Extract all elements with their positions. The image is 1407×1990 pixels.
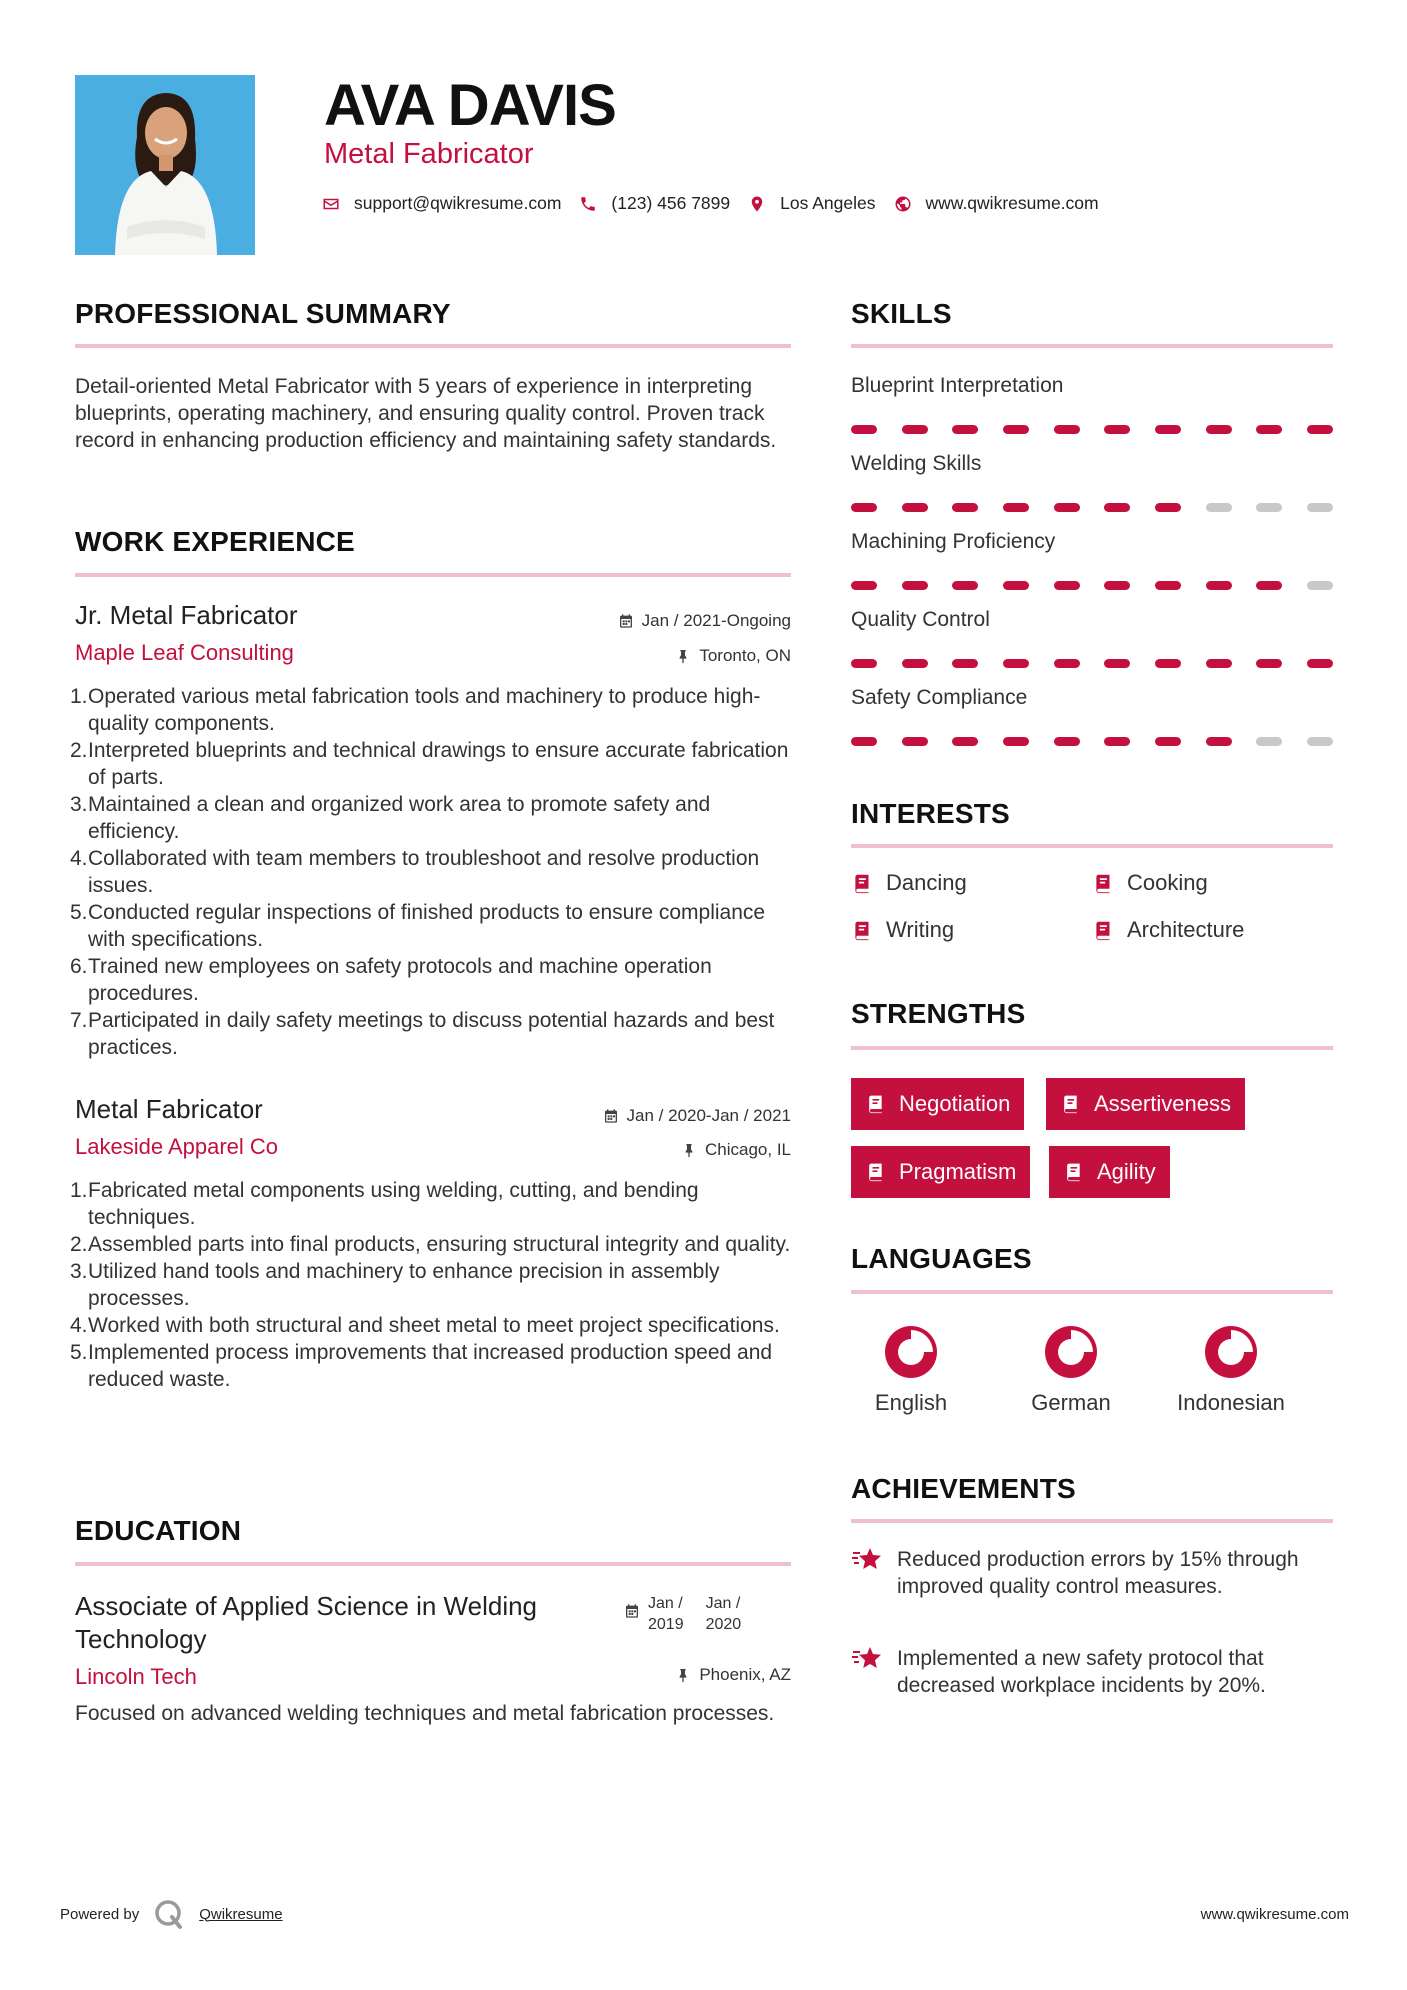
achievement-text: Reduced production errors by 15% through improved quality control measures.: [897, 1548, 1299, 1598]
education-divider: [75, 1562, 791, 1566]
pushpin-icon: [675, 648, 691, 664]
end-year: 2020: [705, 1616, 742, 1633]
job-dates: [618, 611, 791, 631]
strength-tag: [851, 1078, 1024, 1130]
strength-label: Agility: [1097, 1159, 1156, 1184]
book-icon: [1063, 1162, 1083, 1182]
interest-item: [1092, 870, 1208, 896]
job-location: [681, 1140, 791, 1160]
skill-segment-filled: [851, 659, 877, 668]
star-icon: [851, 1644, 883, 1672]
start-year: 2019: [648, 1616, 684, 1633]
education-location: [675, 1665, 791, 1685]
skill-segment-filled: [1104, 503, 1130, 512]
achievement-item: [851, 1546, 1333, 1600]
language-item: [1161, 1322, 1301, 1416]
skill-segment-filled: [1256, 659, 1282, 668]
language-ring-icon: [1201, 1322, 1261, 1382]
skill-segment-filled: [851, 737, 877, 746]
skill-segment-filled: [952, 737, 978, 746]
candidate-name: AVA DAVIS: [324, 73, 616, 138]
skill-name: Welding Skills: [851, 452, 982, 475]
calendar-icon: [603, 1108, 619, 1124]
skill-segment-filled: [902, 581, 928, 590]
strength-label: Pragmatism: [899, 1159, 1017, 1184]
skill-segment-filled: [952, 581, 978, 590]
skill-segment-filled: [1054, 659, 1080, 668]
skill-segment-filled: [1054, 503, 1080, 512]
language-label: Indonesian: [1177, 1390, 1285, 1415]
skill-segment-empty: [1206, 503, 1232, 512]
skill-rating-bar: [851, 503, 1333, 512]
list-item: 7. Participated in daily safety meetings to discuss potential hazards and best practices.: [70, 1009, 775, 1059]
skill-segment-filled: [1104, 581, 1130, 590]
footer-powered-by: [60, 1898, 283, 1930]
map-pin-icon: [748, 195, 766, 213]
list-item: 5. Conducted regular inspections of finished products to ensure compliance with specifications.: [70, 901, 766, 951]
skill-segment-filled: [1206, 659, 1232, 668]
qwikresume-logo-icon: [153, 1898, 185, 1930]
skill-segment-filled: [1307, 659, 1333, 668]
contact-website[interactable]: [894, 193, 1099, 214]
languages-heading: LANGUAGES: [851, 1243, 1032, 1274]
book-icon: [1092, 920, 1113, 941]
language-ring-icon: [1041, 1322, 1101, 1382]
pushpin-icon: [681, 1142, 697, 1158]
envelope-icon: [322, 195, 340, 213]
skill-segment-filled: [902, 503, 928, 512]
job-company: Lakeside Apparel Co: [75, 1134, 279, 1159]
strengths-divider: [851, 1046, 1333, 1050]
list-item: 2. Assembled parts into final products, ensuring structural integrity and quality.: [70, 1233, 791, 1256]
list-item: 2. Interpreted blueprints and technical drawings to ensure accurate fabrication of parts.: [70, 739, 789, 789]
language-label: German: [1031, 1390, 1111, 1415]
skill-segment-filled: [1155, 503, 1181, 512]
interests-divider: [851, 844, 1333, 848]
list-item: 3. Utilized hand tools and machinery to enhance precision in assembly processes.: [70, 1260, 720, 1310]
skill-segment-empty: [1307, 737, 1333, 746]
education-location-text: Phoenix, AZ: [699, 1665, 791, 1684]
skill-segment-filled: [1003, 503, 1029, 512]
calendar-icon: [624, 1603, 640, 1619]
skill-segment-empty: [1307, 581, 1333, 590]
skill-segment-filled: [1307, 425, 1333, 434]
degree-line-2: Technology: [75, 1624, 207, 1654]
skill-segment-filled: [1054, 737, 1080, 746]
skill-segment-filled: [1104, 737, 1130, 746]
skill-segment-empty: [1256, 737, 1282, 746]
summary-heading: PROFESSIONAL SUMMARY: [75, 298, 451, 329]
skill-segment-filled: [902, 425, 928, 434]
skill-rating-bar: [851, 659, 1333, 668]
skill-segment-filled: [952, 659, 978, 668]
book-icon: [865, 1094, 885, 1114]
book-icon: [1092, 873, 1113, 894]
star-icon: [851, 1545, 883, 1573]
education-start: [648, 1593, 684, 1635]
summary-text: Detail-oriented Metal Fabricator with 5 years of experience in interpreting blueprints, operating machinery, and ensuring quality control. Proven track record in enhancing production efficiency and maintaining safety standards.: [75, 375, 777, 452]
list-item: 5. Implemented process improvements that increased production speed and reduced waste.: [70, 1341, 773, 1391]
globe-icon: [894, 195, 912, 213]
strength-tag: [851, 1146, 1030, 1198]
achievement-item: [851, 1645, 1333, 1699]
phone-icon: [579, 195, 597, 213]
achievements-divider: [851, 1519, 1333, 1523]
interest-label: Dancing: [886, 870, 967, 895]
phone-text: (123) 456 7899: [611, 193, 731, 213]
powered-by-text: Powered by: [60, 1905, 140, 1923]
skill-segment-filled: [902, 737, 928, 746]
skill-segment-filled: [851, 581, 877, 590]
start-month: Jan /: [648, 1595, 683, 1612]
degree-line-1: Associate of Applied Science in Welding: [75, 1591, 538, 1621]
skill-segment-empty: [1307, 503, 1333, 512]
skill-segment-filled: [1104, 659, 1130, 668]
contact-location: [748, 193, 875, 214]
education-heading: EDUCATION: [75, 1515, 242, 1546]
skill-segment-filled: [1206, 581, 1232, 590]
skill-name: Machining Proficiency: [851, 530, 1056, 553]
interest-item: [851, 870, 967, 896]
interest-item: [851, 917, 954, 943]
book-icon: [851, 920, 872, 941]
skill-segment-filled: [1003, 581, 1029, 590]
interest-label: Cooking: [1127, 870, 1208, 895]
job-location-text: Chicago, IL: [705, 1140, 791, 1159]
skill-segment-filled: [851, 425, 877, 434]
job-bullets: [70, 1177, 794, 1393]
language-ring-icon: [881, 1322, 941, 1382]
skill-segment-filled: [902, 659, 928, 668]
job-location: [675, 646, 791, 666]
school-name: Lincoln Tech: [75, 1664, 197, 1689]
job-dates: [603, 1106, 791, 1126]
language-label: English: [874, 1390, 948, 1415]
job-bullets: [70, 683, 794, 1061]
list-item: 3. Maintained a clean and organized work area to promote safety and efficiency.: [70, 793, 711, 843]
degree-title: [75, 1590, 537, 1656]
languages-divider: [851, 1290, 1333, 1294]
list-item: 4. Worked with both structural and sheet metal to meet project specifications.: [70, 1314, 780, 1337]
experience-heading: WORK EXPERIENCE: [75, 526, 355, 557]
skill-segment-filled: [1054, 425, 1080, 434]
interest-label: Architecture: [1127, 917, 1245, 942]
location-text: Los Angeles: [780, 193, 876, 213]
job-dates-text: Jan / 2020-Jan / 2021: [626, 1106, 791, 1125]
profile-photo: [75, 75, 255, 255]
skills-heading: SKILLS: [851, 298, 952, 329]
job-company: Maple Leaf Consulting: [75, 640, 294, 665]
strength-label: Negotiation: [899, 1091, 1011, 1116]
skill-rating-bar: [851, 581, 1333, 590]
list-item: 6. Trained new employees on safety protocols and machine operation procedures.: [70, 955, 712, 1005]
email-text: support@qwikresume.com: [354, 193, 562, 213]
skill-segment-filled: [1003, 425, 1029, 434]
contact-bar: [322, 193, 1117, 214]
footer-url[interactable]: www.qwikresume.com: [1200, 1906, 1349, 1923]
list-item: 1. Operated various metal fabrication tools and machinery to produce high-quality components.: [70, 685, 761, 735]
candidate-role: Metal Fabricator: [324, 138, 534, 170]
achievements-heading: ACHIEVEMENTS: [851, 1473, 1076, 1504]
pushpin-icon: [675, 1667, 691, 1683]
interest-item: [1092, 917, 1244, 943]
website-text: www.qwikresume.com: [925, 193, 1099, 213]
skill-segment-filled: [851, 503, 877, 512]
skill-segment-empty: [1256, 503, 1282, 512]
job-dates-text: Jan / 2021-Ongoing: [641, 611, 791, 630]
skill-segment-filled: [952, 425, 978, 434]
skill-segment-filled: [1155, 659, 1181, 668]
interest-label: Writing: [886, 917, 955, 942]
skill-rating-bar: [851, 737, 1333, 746]
qwikresume-link[interactable]: Qwikresume: [199, 1905, 283, 1923]
skill-segment-filled: [1206, 425, 1232, 434]
skill-segment-filled: [1206, 737, 1232, 746]
experience-divider: [75, 573, 791, 577]
strength-label: Assertiveness: [1094, 1091, 1231, 1116]
strength-tag: [1046, 1078, 1245, 1130]
skills-divider: [851, 344, 1333, 348]
skill-name: Safety Compliance: [851, 686, 1028, 709]
skill-segment-filled: [1155, 737, 1181, 746]
interests-heading: INTERESTS: [851, 798, 1010, 829]
language-item: [841, 1322, 981, 1416]
strength-tag: [1049, 1146, 1170, 1198]
skill-segment-filled: [1256, 425, 1282, 434]
book-icon: [865, 1162, 885, 1182]
job-title: Metal Fabricator: [75, 1094, 263, 1124]
summary-divider: [75, 344, 791, 348]
list-item: 4. Collaborated with team members to troubleshoot and resolve production issues.: [70, 847, 760, 897]
education-description: Focused on advanced welding techniques and metal fabrication processes.: [75, 1702, 775, 1725]
job-title: Jr. Metal Fabricator: [75, 600, 298, 630]
book-icon: [851, 873, 872, 894]
person-illustration: [75, 75, 255, 255]
skill-segment-filled: [1003, 659, 1029, 668]
strengths-heading: STRENGTHS: [851, 998, 1026, 1029]
skill-segment-filled: [1256, 581, 1282, 590]
list-item: 1. Fabricated metal components using welding, cutting, and bending techniques.: [70, 1179, 699, 1229]
job-location-text: Toronto, ON: [699, 646, 791, 665]
skill-name: Quality Control: [851, 608, 990, 631]
skill-rating-bar: [851, 425, 1333, 434]
contact-email[interactable]: [322, 193, 561, 214]
contact-phone[interactable]: [579, 193, 730, 214]
education-end: [706, 1593, 742, 1635]
skill-segment-filled: [1155, 425, 1181, 434]
skill-segment-filled: [1054, 581, 1080, 590]
end-month: Jan /: [705, 1595, 741, 1612]
skill-segment-filled: [952, 503, 978, 512]
skill-segment-filled: [1003, 737, 1029, 746]
book-icon: [1060, 1094, 1080, 1114]
skill-name: Blueprint Interpretation: [851, 374, 1064, 397]
achievement-text: Implemented a new safety protocol that decreased workplace incidents by 20%.: [897, 1647, 1266, 1697]
calendar-icon: [618, 613, 634, 629]
skill-segment-filled: [1155, 581, 1181, 590]
language-item: [1001, 1322, 1141, 1416]
skill-segment-filled: [1104, 425, 1130, 434]
education-dates: [624, 1593, 741, 1635]
